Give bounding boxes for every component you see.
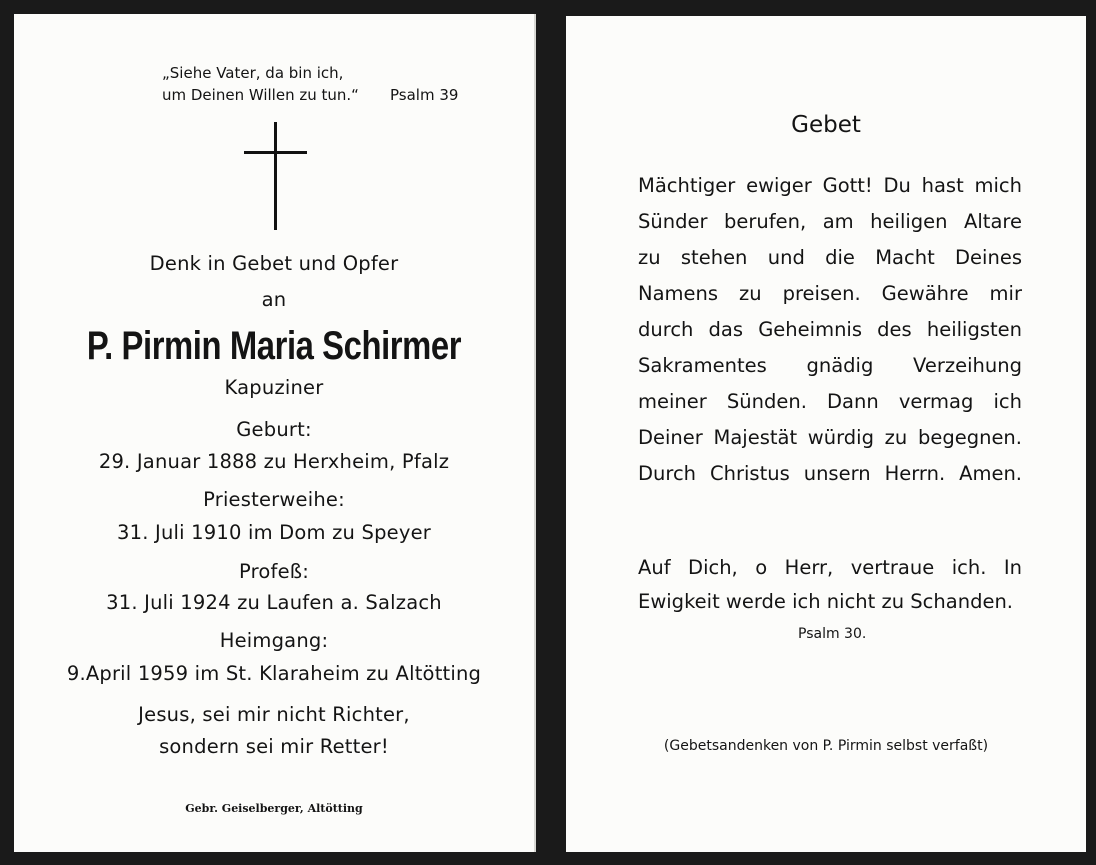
an-line: an <box>261 288 287 311</box>
prayer-line: Sünder berufen, am heiligen Altare <box>638 210 1022 233</box>
order-name: Kapuziner <box>224 376 324 399</box>
prayer-line: Deiner Majestät würdig zu begegnen. <box>638 426 1022 449</box>
printer-imprint: Gebr. Geiselberger, Altötting <box>185 802 363 815</box>
prayer-line: Namens zu preisen. Gewähre mir <box>638 282 1022 305</box>
denk-line: Denk in Gebet und Opfer <box>149 252 399 275</box>
prayer-line: Durch Christus unsern Herrn. Amen. <box>638 462 1022 485</box>
memorial-card-front <box>14 14 536 852</box>
memorial-card-back <box>566 16 1086 852</box>
verse-reference: Psalm 30. <box>798 626 867 642</box>
prayer-line: durch das Geheimnis des heiligsten <box>638 318 1022 341</box>
prayer-title: Gebet <box>791 112 861 138</box>
ordination-label: Priesterweihe: <box>203 488 345 511</box>
profess-text: 31. Juli 1924 zu Laufen a. Salzach <box>106 591 442 614</box>
death-text: 9.April 1959 im St. Klaraheim zu Altötting <box>66 662 482 685</box>
deceased-name: P. Pirmin Maria Schirmer <box>86 324 462 368</box>
prayer-footnote: (Gebetsandenken von P. Pirmin selbst verfaßt) <box>663 738 989 754</box>
closing-line-1: Jesus, sei mir nicht Richter, <box>138 703 410 726</box>
verse-line-1: Auf Dich, o Herr, vertraue ich. In <box>638 556 1022 579</box>
birth-label: Geburt: <box>236 418 312 441</box>
profess-label: Profeß: <box>238 560 310 583</box>
death-label: Heimgang: <box>219 629 329 652</box>
ordination-text: 31. Juli 1910 im Dom zu Speyer <box>116 521 432 544</box>
prayer-line: Sakramentes gnädig Verzeihung <box>638 354 1022 377</box>
quote-line-2: um Deinen Willen zu tun.“ <box>162 86 359 104</box>
prayer-line: zu stehen und die Macht Deines <box>638 246 1022 269</box>
prayer-line: meiner Sünden. Dann vermag ich <box>638 390 1022 413</box>
verse-line-2: Ewigkeit werde ich nicht zu Schanden. <box>638 590 1014 613</box>
quote-line-1: „Siehe Vater, da bin ich, <box>162 64 344 82</box>
birth-text: 29. Januar 1888 zu Herxheim, Pfalz <box>98 450 450 473</box>
prayer-line: Mächtiger ewiger Gott! Du hast mich <box>638 174 1022 197</box>
quote-reference: Psalm 39 <box>390 86 459 104</box>
closing-line-2: sondern sei mir Retter! <box>159 735 389 758</box>
